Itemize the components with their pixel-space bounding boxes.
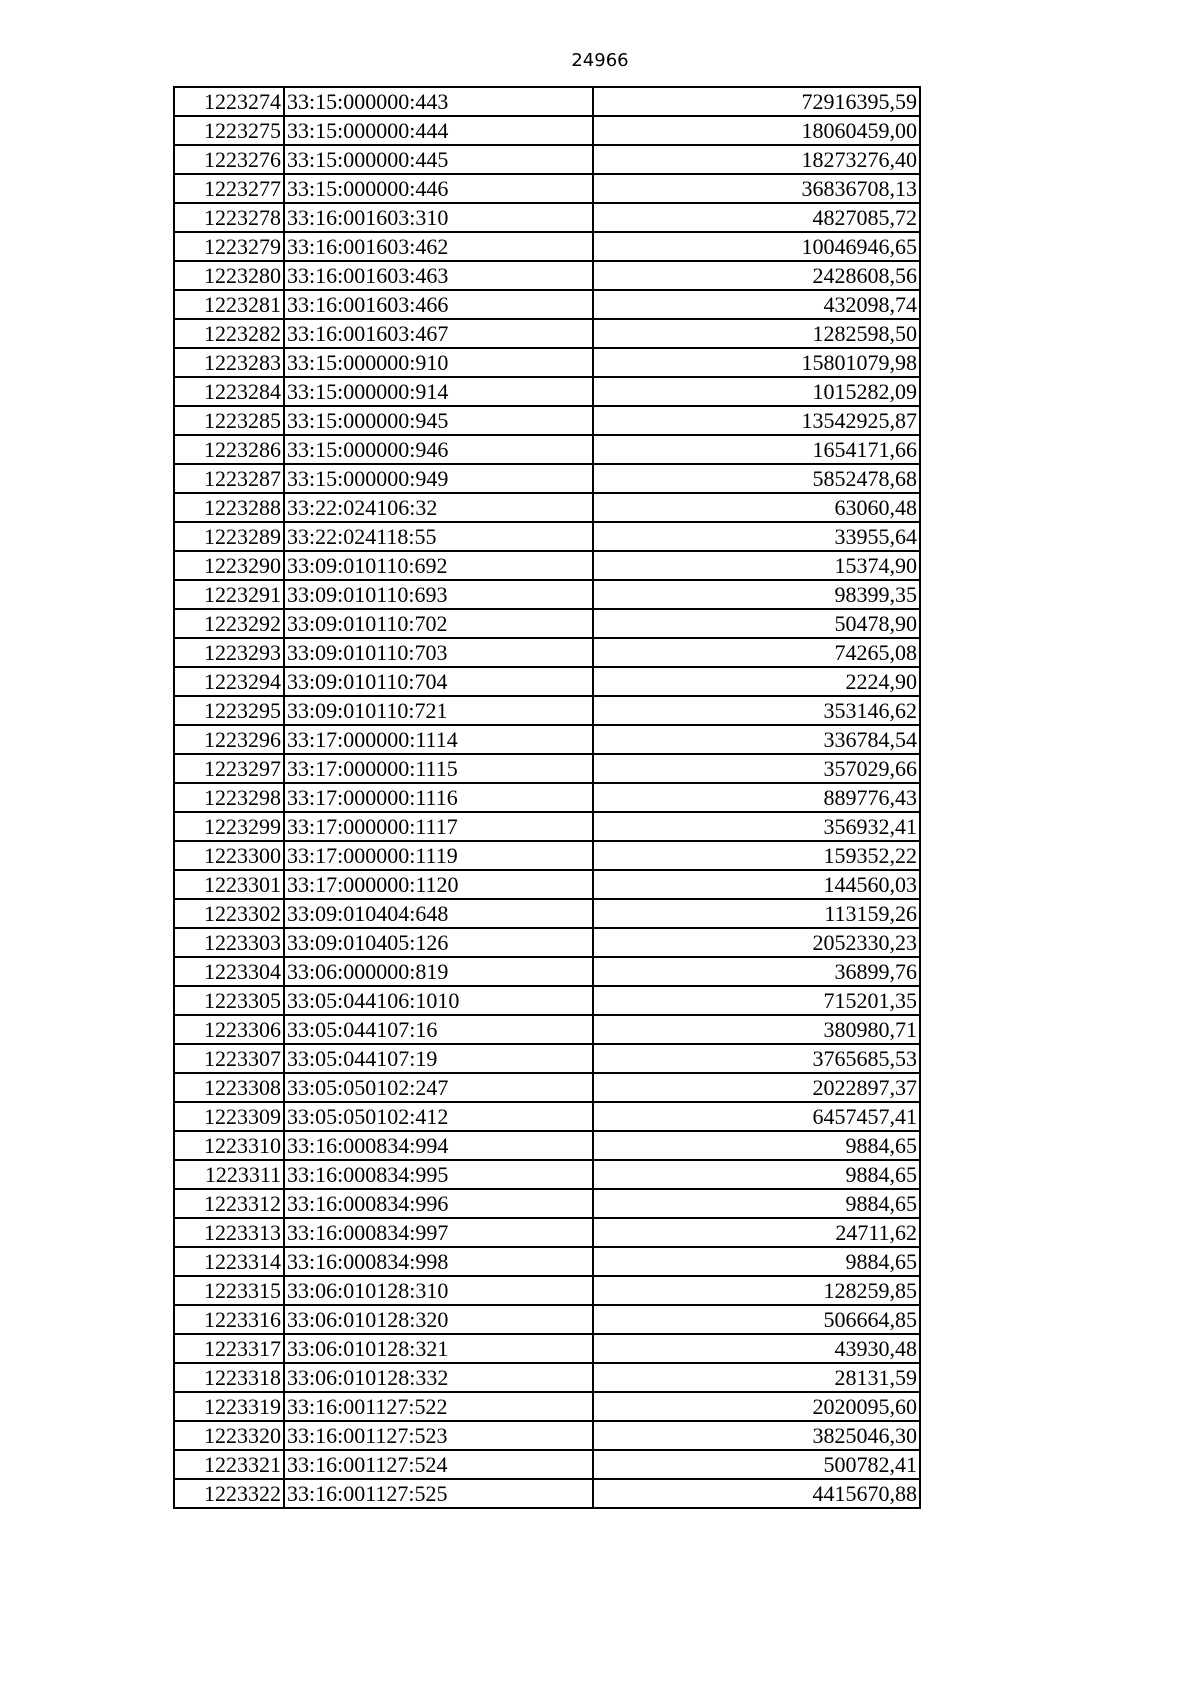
cadastral-value-cell: 9884,65 xyxy=(593,1160,920,1189)
cadastral-number-cell: 33:16:001603:463 xyxy=(284,261,593,290)
cadastral-number-cell: 33:22:024118:55 xyxy=(284,522,593,551)
table-row xyxy=(174,609,920,638)
table-row xyxy=(174,1421,920,1450)
row-number-cell: 1223300 xyxy=(174,841,284,870)
cadastral-number-cell: 33:15:000000:443 xyxy=(284,87,593,116)
cadastral-number-cell: 33:05:050102:412 xyxy=(284,1102,593,1131)
table-row xyxy=(174,1392,920,1421)
cadastral-number-cell: 33:09:010110:693 xyxy=(284,580,593,609)
table-row xyxy=(174,1276,920,1305)
row-number-cell: 1223284 xyxy=(174,377,284,406)
cadastral-number-cell: 33:06:010128:321 xyxy=(284,1334,593,1363)
table-row xyxy=(174,1102,920,1131)
cadastral-value-cell: 3765685,53 xyxy=(593,1044,920,1073)
row-number-cell: 1223318 xyxy=(174,1363,284,1392)
row-number-cell: 1223277 xyxy=(174,174,284,203)
cadastral-number-cell: 33:16:000834:997 xyxy=(284,1218,593,1247)
cadastral-value-cell: 353146,62 xyxy=(593,696,920,725)
page-number: 24966 xyxy=(571,50,629,71)
cadastral-number-cell: 33:09:010405:126 xyxy=(284,928,593,957)
cadastral-value-cell: 4827085,72 xyxy=(593,203,920,232)
table-row xyxy=(174,754,920,783)
row-number-cell: 1223311 xyxy=(174,1160,284,1189)
table-row xyxy=(174,696,920,725)
cadastral-value-cell: 1654171,66 xyxy=(593,435,920,464)
cadastral-value-cell: 715201,35 xyxy=(593,986,920,1015)
cadastral-number-cell: 33:15:000000:444 xyxy=(284,116,593,145)
cadastral-value-cell: 10046946,65 xyxy=(593,232,920,261)
table-body xyxy=(174,87,920,1508)
row-number-cell: 1223304 xyxy=(174,957,284,986)
table-row xyxy=(174,1015,920,1044)
cadastral-number-cell: 33:17:000000:1115 xyxy=(284,754,593,783)
table-row xyxy=(174,1247,920,1276)
cadastral-value-cell: 889776,43 xyxy=(593,783,920,812)
cadastral-value-cell: 113159,26 xyxy=(593,899,920,928)
cadastral-value-cell: 432098,74 xyxy=(593,290,920,319)
cadastral-value-cell: 13542925,87 xyxy=(593,406,920,435)
cadastral-number-cell: 33:16:001603:466 xyxy=(284,290,593,319)
table-row xyxy=(174,145,920,174)
cadastral-value-cell: 506664,85 xyxy=(593,1305,920,1334)
cadastral-number-cell: 33:16:001603:462 xyxy=(284,232,593,261)
row-number-cell: 1223293 xyxy=(174,638,284,667)
cadastral-value-table xyxy=(173,86,921,1509)
cadastral-value-cell: 128259,85 xyxy=(593,1276,920,1305)
table-row xyxy=(174,464,920,493)
row-number-cell: 1223321 xyxy=(174,1450,284,1479)
row-number-cell: 1223298 xyxy=(174,783,284,812)
cadastral-value-cell: 72916395,59 xyxy=(593,87,920,116)
table-row xyxy=(174,1131,920,1160)
cadastral-number-cell: 33:05:044106:1010 xyxy=(284,986,593,1015)
table-row xyxy=(174,116,920,145)
row-number-cell: 1223289 xyxy=(174,522,284,551)
cadastral-number-cell: 33:09:010110:692 xyxy=(284,551,593,580)
row-number-cell: 1223282 xyxy=(174,319,284,348)
cadastral-number-cell: 33:09:010404:648 xyxy=(284,899,593,928)
row-number-cell: 1223303 xyxy=(174,928,284,957)
row-number-cell: 1223297 xyxy=(174,754,284,783)
cadastral-number-cell: 33:16:000834:995 xyxy=(284,1160,593,1189)
table-row xyxy=(174,580,920,609)
cadastral-number-cell: 33:06:010128:320 xyxy=(284,1305,593,1334)
cadastral-number-cell: 33:17:000000:1119 xyxy=(284,841,593,870)
row-number-cell: 1223310 xyxy=(174,1131,284,1160)
cadastral-value-cell: 1282598,50 xyxy=(593,319,920,348)
cadastral-number-cell: 33:17:000000:1120 xyxy=(284,870,593,899)
row-number-cell: 1223317 xyxy=(174,1334,284,1363)
row-number-cell: 1223314 xyxy=(174,1247,284,1276)
cadastral-number-cell: 33:15:000000:445 xyxy=(284,145,593,174)
row-number-cell: 1223281 xyxy=(174,290,284,319)
cadastral-number-cell: 33:15:000000:949 xyxy=(284,464,593,493)
table-row xyxy=(174,1479,920,1508)
row-number-cell: 1223285 xyxy=(174,406,284,435)
table-row xyxy=(174,899,920,928)
cadastral-number-cell: 33:09:010110:704 xyxy=(284,667,593,696)
cadastral-number-cell: 33:05:044107:19 xyxy=(284,1044,593,1073)
table-row xyxy=(174,870,920,899)
cadastral-number-cell: 33:17:000000:1116 xyxy=(284,783,593,812)
cadastral-value-cell: 159352,22 xyxy=(593,841,920,870)
table-row xyxy=(174,377,920,406)
cadastral-value-cell: 2020095,60 xyxy=(593,1392,920,1421)
cadastral-value-cell: 144560,03 xyxy=(593,870,920,899)
cadastral-value-cell: 36836708,13 xyxy=(593,174,920,203)
cadastral-number-cell: 33:09:010110:721 xyxy=(284,696,593,725)
table-row xyxy=(174,725,920,754)
table-row xyxy=(174,1073,920,1102)
table-row xyxy=(174,435,920,464)
table-row xyxy=(174,1334,920,1363)
row-number-cell: 1223313 xyxy=(174,1218,284,1247)
row-number-cell: 1223299 xyxy=(174,812,284,841)
cadastral-value-cell: 3825046,30 xyxy=(593,1421,920,1450)
table-row xyxy=(174,841,920,870)
row-number-cell: 1223319 xyxy=(174,1392,284,1421)
cadastral-number-cell: 33:16:001603:310 xyxy=(284,203,593,232)
cadastral-value-cell: 5852478,68 xyxy=(593,464,920,493)
row-number-cell: 1223316 xyxy=(174,1305,284,1334)
cadastral-number-cell: 33:15:000000:910 xyxy=(284,348,593,377)
cadastral-number-cell: 33:16:000834:996 xyxy=(284,1189,593,1218)
table-row xyxy=(174,1044,920,1073)
cadastral-number-cell: 33:06:010128:310 xyxy=(284,1276,593,1305)
table-row xyxy=(174,203,920,232)
cadastral-number-cell: 33:15:000000:446 xyxy=(284,174,593,203)
cadastral-value-cell: 6457457,41 xyxy=(593,1102,920,1131)
cadastral-number-cell: 33:06:000000:819 xyxy=(284,957,593,986)
row-number-cell: 1223291 xyxy=(174,580,284,609)
cadastral-value-cell: 2428608,56 xyxy=(593,261,920,290)
table-row xyxy=(174,232,920,261)
row-number-cell: 1223290 xyxy=(174,551,284,580)
cadastral-value-cell: 380980,71 xyxy=(593,1015,920,1044)
row-number-cell: 1223278 xyxy=(174,203,284,232)
table-row xyxy=(174,638,920,667)
cadastral-value-cell: 15374,90 xyxy=(593,551,920,580)
row-number-cell: 1223286 xyxy=(174,435,284,464)
cadastral-number-cell: 33:16:001127:524 xyxy=(284,1450,593,1479)
table-row xyxy=(174,348,920,377)
table-row xyxy=(174,1160,920,1189)
table-row xyxy=(174,1305,920,1334)
cadastral-value-cell: 98399,35 xyxy=(593,580,920,609)
cadastral-number-cell: 33:09:010110:703 xyxy=(284,638,593,667)
cadastral-value-cell: 9884,65 xyxy=(593,1247,920,1276)
cadastral-value-cell: 24711,62 xyxy=(593,1218,920,1247)
cadastral-value-cell: 18060459,00 xyxy=(593,116,920,145)
cadastral-number-cell: 33:16:001127:522 xyxy=(284,1392,593,1421)
table-row xyxy=(174,551,920,580)
table-row xyxy=(174,1189,920,1218)
cadastral-number-cell: 33:16:000834:994 xyxy=(284,1131,593,1160)
cadastral-value-cell: 74265,08 xyxy=(593,638,920,667)
cadastral-number-cell: 33:06:010128:332 xyxy=(284,1363,593,1392)
cadastral-number-cell: 33:16:001603:467 xyxy=(284,319,593,348)
table-row xyxy=(174,261,920,290)
table-row xyxy=(174,783,920,812)
cadastral-number-cell: 33:15:000000:946 xyxy=(284,435,593,464)
table-row xyxy=(174,928,920,957)
cadastral-value-cell: 63060,48 xyxy=(593,493,920,522)
cadastral-value-cell: 336784,54 xyxy=(593,725,920,754)
table-row xyxy=(174,319,920,348)
cadastral-value-cell: 15801079,98 xyxy=(593,348,920,377)
cadastral-number-cell: 33:15:000000:914 xyxy=(284,377,593,406)
table-row xyxy=(174,667,920,696)
row-number-cell: 1223276 xyxy=(174,145,284,174)
cadastral-number-cell: 33:16:000834:998 xyxy=(284,1247,593,1276)
row-number-cell: 1223315 xyxy=(174,1276,284,1305)
table-row xyxy=(174,1450,920,1479)
table-row xyxy=(174,1363,920,1392)
row-number-cell: 1223302 xyxy=(174,899,284,928)
row-number-cell: 1223305 xyxy=(174,986,284,1015)
row-number-cell: 1223301 xyxy=(174,870,284,899)
table-row xyxy=(174,986,920,1015)
cadastral-value-cell: 36899,76 xyxy=(593,957,920,986)
row-number-cell: 1223275 xyxy=(174,116,284,145)
row-number-cell: 1223296 xyxy=(174,725,284,754)
table-row xyxy=(174,1218,920,1247)
row-number-cell: 1223322 xyxy=(174,1479,284,1508)
cadastral-number-cell: 33:05:044107:16 xyxy=(284,1015,593,1044)
row-number-cell: 1223280 xyxy=(174,261,284,290)
row-number-cell: 1223307 xyxy=(174,1044,284,1073)
table-row xyxy=(174,522,920,551)
cadastral-value-cell: 18273276,40 xyxy=(593,145,920,174)
row-number-cell: 1223287 xyxy=(174,464,284,493)
table-row xyxy=(174,406,920,435)
cadastral-value-cell: 9884,65 xyxy=(593,1131,920,1160)
cadastral-value-cell: 2022897,37 xyxy=(593,1073,920,1102)
cadastral-number-cell: 33:17:000000:1114 xyxy=(284,725,593,754)
cadastral-value-cell: 356932,41 xyxy=(593,812,920,841)
cadastral-value-cell: 28131,59 xyxy=(593,1363,920,1392)
cadastral-value-cell: 357029,66 xyxy=(593,754,920,783)
row-number-cell: 1223283 xyxy=(174,348,284,377)
cadastral-number-cell: 33:16:001127:525 xyxy=(284,1479,593,1508)
table-row xyxy=(174,290,920,319)
row-number-cell: 1223292 xyxy=(174,609,284,638)
row-number-cell: 1223309 xyxy=(174,1102,284,1131)
table-row xyxy=(174,812,920,841)
row-number-cell: 1223308 xyxy=(174,1073,284,1102)
row-number-cell: 1223320 xyxy=(174,1421,284,1450)
cadastral-value-cell: 1015282,09 xyxy=(593,377,920,406)
row-number-cell: 1223294 xyxy=(174,667,284,696)
table-row xyxy=(174,174,920,203)
row-number-cell: 1223274 xyxy=(174,87,284,116)
table-row xyxy=(174,957,920,986)
cadastral-value-cell: 4415670,88 xyxy=(593,1479,920,1508)
row-number-cell: 1223312 xyxy=(174,1189,284,1218)
row-number-cell: 1223279 xyxy=(174,232,284,261)
cadastral-number-cell: 33:09:010110:702 xyxy=(284,609,593,638)
cadastral-value-cell: 2224,90 xyxy=(593,667,920,696)
cadastral-number-cell: 33:22:024106:32 xyxy=(284,493,593,522)
table-row xyxy=(174,493,920,522)
cadastral-number-cell: 33:17:000000:1117 xyxy=(284,812,593,841)
cadastral-value-cell: 2052330,23 xyxy=(593,928,920,957)
cadastral-value-cell: 43930,48 xyxy=(593,1334,920,1363)
table-row xyxy=(174,87,920,116)
cadastral-number-cell: 33:15:000000:945 xyxy=(284,406,593,435)
cadastral-value-cell: 500782,41 xyxy=(593,1450,920,1479)
row-number-cell: 1223306 xyxy=(174,1015,284,1044)
row-number-cell: 1223295 xyxy=(174,696,284,725)
cadastral-value-cell: 33955,64 xyxy=(593,522,920,551)
cadastral-value-cell: 9884,65 xyxy=(593,1189,920,1218)
row-number-cell: 1223288 xyxy=(174,493,284,522)
cadastral-value-cell: 50478,90 xyxy=(593,609,920,638)
cadastral-number-cell: 33:05:050102:247 xyxy=(284,1073,593,1102)
cadastral-number-cell: 33:16:001127:523 xyxy=(284,1421,593,1450)
